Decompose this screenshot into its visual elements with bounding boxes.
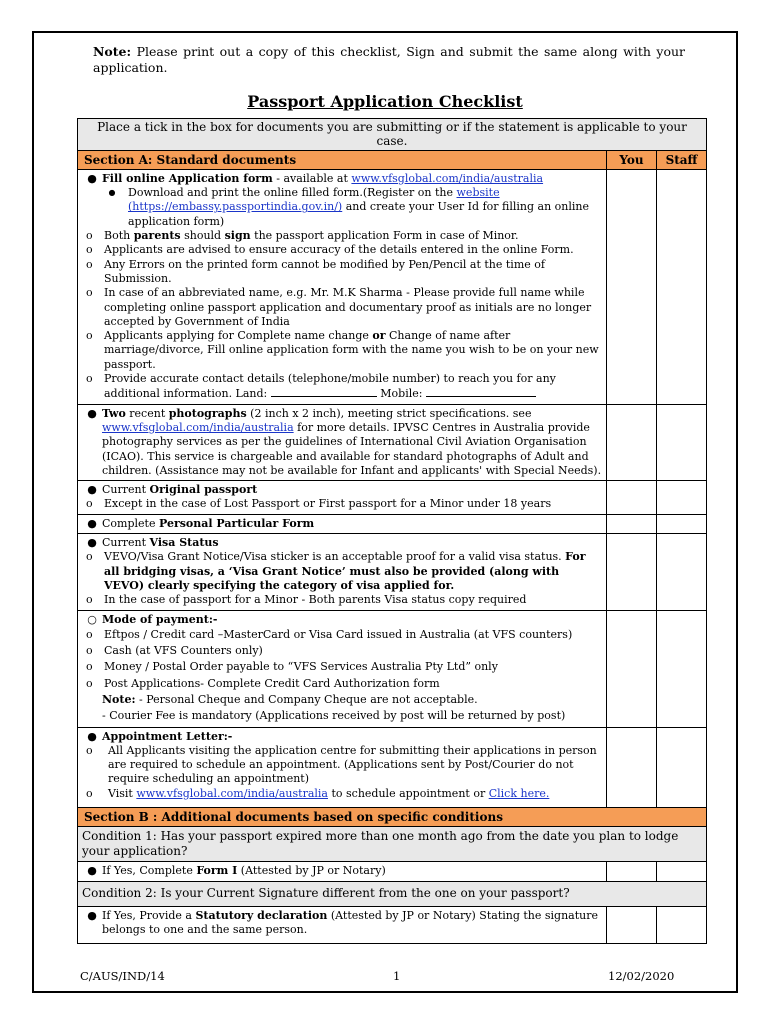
photo-t2: (2 inch x 2 inch), meeting strict specifications. see bbox=[246, 406, 532, 420]
condition-1-text: Condition 1: Has your passport expired more than one month ago from the date you plan to lodge your application? bbox=[78, 827, 707, 862]
pay-post: Post Applications- Complete Credit Card Authorization form bbox=[104, 676, 440, 690]
section-a-title: Section A: Standard documents bbox=[78, 150, 607, 169]
col-staff-header: Staff bbox=[656, 150, 706, 169]
table-row bbox=[78, 610, 707, 727]
download-text: Download and print the online filled form.(Register on the bbox=[128, 186, 457, 200]
name-change-c: Change of name after marriage/divorce, Fill online application form with the name you wish to be on your new passport. bbox=[104, 329, 599, 371]
row-form-i bbox=[78, 862, 607, 881]
online-form-label: Fill online Application form bbox=[102, 171, 273, 185]
pay-money-order: Money / Postal Order payable to “VFS Services Australia Pty Ltd” only bbox=[104, 660, 498, 674]
bullet-icon: ● bbox=[87, 516, 97, 530]
vevo-text: VEVO/Visa Grant Notice/Visa sticker is an acceptable proof for a valid visa status. bbox=[104, 550, 566, 564]
name-change-or: or bbox=[372, 329, 386, 343]
passport-bold: Original passport bbox=[149, 483, 258, 497]
table-row bbox=[78, 404, 707, 480]
o-bullet-icon: o bbox=[86, 660, 93, 674]
pay-cash: Cash (at VFS Counters only) bbox=[104, 644, 263, 658]
parents-text-a: Both bbox=[104, 229, 134, 243]
you-checkbox[interactable] bbox=[606, 481, 656, 515]
parents-text-c: should bbox=[180, 229, 225, 243]
row-visa-status bbox=[78, 534, 607, 610]
o-bullet-icon: o bbox=[86, 786, 93, 800]
bullet-icon: ● bbox=[87, 536, 97, 550]
row-appointment bbox=[78, 727, 607, 807]
schedule-text: to schedule appointment or bbox=[328, 786, 489, 800]
passport-except: Except in the case of Lost Passport or First passport for a Minor under 18 years bbox=[104, 497, 552, 511]
photo-t3: for more details. IPVSC Centres in Australia provide photography services as per the guidelines of International Civil Aviation Organisation (ICAO). This service is chargeable and available for standard photographs of Adult and children. (Assistance may not be available for Infant and applicants' with Special Needs). bbox=[102, 420, 602, 477]
name-change-a: Applicants applying for Complete name change bbox=[104, 329, 373, 343]
appointment-bold: Appointment Letter:- bbox=[102, 729, 233, 743]
staff-checkbox[interactable] bbox=[656, 727, 706, 807]
staff-checkbox[interactable] bbox=[656, 610, 706, 727]
you-checkbox[interactable] bbox=[606, 404, 656, 480]
table-row bbox=[78, 534, 707, 610]
o-bullet-icon: o bbox=[86, 329, 93, 343]
payment-note bbox=[82, 692, 602, 708]
note bbox=[93, 44, 685, 76]
bullet-icon: ● bbox=[108, 188, 116, 198]
section-b-title: Section B : Additional documents based on specific conditions bbox=[78, 808, 707, 827]
instruction-text: Place a tick in the box for documents you are submitting or if the statement is applicable to your case. bbox=[78, 119, 707, 151]
photo-vfs-link[interactable]: www.vfsglobal.com/india/australia bbox=[102, 420, 294, 434]
condition-2-text: Condition 2: Is your Current Signature different from the one on your passport? bbox=[78, 881, 707, 906]
contact-text: Provide accurate contact details (telephone/mobile number) to reach you for any additional information. Land: bbox=[104, 372, 556, 401]
condition-2-row bbox=[78, 881, 707, 906]
bullet-icon: ● bbox=[87, 406, 97, 420]
o-bullet-icon: o bbox=[86, 243, 93, 257]
payment-bold: Mode of payment:- bbox=[102, 612, 218, 626]
stat-c: (Attested by JP or Notary) Stating the signature belongs to one and the same person. bbox=[102, 908, 599, 936]
form-i-c: (Attested by JP or Notary) bbox=[237, 864, 386, 878]
o-bullet-icon: o bbox=[86, 257, 93, 271]
sign-bold: sign bbox=[224, 229, 251, 243]
row-online-form bbox=[78, 169, 607, 404]
condition-1-row bbox=[78, 827, 707, 862]
table-row bbox=[78, 169, 707, 404]
ppf-bold: Personal Particular Form bbox=[158, 516, 315, 530]
instruction-row bbox=[78, 119, 707, 151]
website-link[interactable]: website bbox=[456, 186, 500, 200]
you-checkbox[interactable] bbox=[606, 169, 656, 404]
you-checkbox[interactable] bbox=[606, 610, 656, 727]
visit-text: Visit bbox=[108, 786, 137, 800]
page-title: Passport Application Checklist bbox=[247, 92, 523, 111]
bridging-bold: For all bridging visas, a ‘Visa Grant Notice’ must also be provided (along with VEVO) clearly specifying the category of visa applied for. bbox=[104, 550, 586, 592]
staff-checkbox[interactable] bbox=[656, 481, 706, 515]
table-row bbox=[78, 514, 707, 533]
vfs-link[interactable]: www.vfsglobal.com/india/australia bbox=[351, 171, 544, 185]
parents-bold: parents bbox=[133, 229, 181, 243]
checklist-table bbox=[77, 118, 707, 944]
click-here-link[interactable]: Click here. bbox=[488, 786, 550, 800]
footer-code: C/AUS/IND/14 bbox=[80, 969, 165, 983]
section-b-header bbox=[78, 808, 707, 827]
note-text: Please print out a copy of this checklist, Sign and submit the same along with your application. bbox=[93, 44, 685, 75]
mobile-label: Mobile: bbox=[376, 387, 426, 401]
passport-t1: Current bbox=[102, 483, 150, 497]
row-photographs bbox=[78, 404, 607, 480]
appointment-vfs-link[interactable]: www.vfsglobal.com/india/australia bbox=[136, 786, 328, 800]
form-i-a: If Yes, Complete bbox=[102, 864, 197, 878]
bullet-icon: ● bbox=[87, 483, 97, 497]
courier-note: - Courier Fee is mandatory (Applications received by post will be returned by post) bbox=[102, 709, 566, 723]
pay-eftpos: Eftpos / Credit card –MasterCard or Visa Card issued in Australia (at VFS counters) bbox=[104, 627, 573, 641]
table-row bbox=[78, 727, 707, 807]
photo-bold: photographs bbox=[168, 406, 247, 420]
footer-date: 12/02/2020 bbox=[608, 969, 675, 983]
parents-text-d: the passport application Form in case of Minor. bbox=[250, 229, 519, 243]
staff-checkbox[interactable] bbox=[656, 534, 706, 610]
footer-page: 1 bbox=[393, 969, 401, 983]
table-row bbox=[78, 481, 707, 515]
mobile-field[interactable] bbox=[426, 386, 536, 397]
photo-two: Two bbox=[102, 406, 126, 420]
visa-bold: Visa Status bbox=[149, 536, 219, 550]
online-form-text: - available at bbox=[272, 171, 352, 185]
you-checkbox[interactable] bbox=[606, 534, 656, 610]
o-bullet-icon: o bbox=[86, 644, 93, 658]
accuracy-text: Applicants are advised to ensure accuracy of the details entered in the online Form. bbox=[104, 243, 574, 257]
you-checkbox[interactable] bbox=[606, 906, 656, 944]
minor-visa-text: In the case of passport for a Minor - Both parents Visa status copy required bbox=[104, 593, 527, 607]
o-bullet-icon: o bbox=[86, 372, 93, 386]
visa-t1: Current bbox=[102, 536, 150, 550]
col-you-header: You bbox=[606, 150, 656, 169]
staff-checkbox[interactable] bbox=[656, 169, 706, 404]
o-bullet-icon: o bbox=[86, 497, 93, 511]
payment-note-label: Note: bbox=[102, 692, 136, 706]
o-bullet-icon: o bbox=[86, 593, 93, 607]
o-bullet-icon: o bbox=[86, 627, 93, 641]
row-payment bbox=[78, 610, 607, 727]
row-statutory bbox=[78, 906, 607, 944]
bullet-icon: ● bbox=[87, 729, 97, 743]
form-i-bold: Form I bbox=[196, 864, 238, 878]
abbrev-text: In case of an abbreviated name, e.g. Mr. M.K Sharma - Please provide full name while completing online passport application and documentary proof as initials are no longer accepted by Government of India bbox=[104, 286, 592, 328]
staff-checkbox[interactable] bbox=[656, 862, 706, 881]
table-row bbox=[78, 906, 707, 944]
open-bullet-icon: ○ bbox=[87, 612, 97, 626]
ppf-t1: Complete bbox=[102, 516, 159, 530]
bullet-icon: ● bbox=[87, 171, 97, 185]
o-bullet-icon: o bbox=[86, 286, 93, 300]
staff-checkbox[interactable] bbox=[656, 514, 706, 533]
staff-checkbox[interactable] bbox=[656, 906, 706, 944]
row-personal-form bbox=[78, 514, 607, 533]
staff-checkbox[interactable] bbox=[656, 404, 706, 480]
table-row bbox=[78, 862, 707, 881]
note-label: Note: bbox=[93, 44, 132, 59]
row-original-passport bbox=[78, 481, 607, 515]
section-a-header bbox=[78, 150, 707, 169]
errors-text: Any Errors on the printed form cannot be modified by Pen/Pencil at the time of Submission. bbox=[104, 257, 545, 285]
bullet-icon: ● bbox=[87, 908, 97, 922]
stat-bold: Statutory declaration bbox=[195, 908, 328, 922]
o-bullet-icon: o bbox=[86, 743, 93, 757]
you-checkbox[interactable] bbox=[606, 862, 656, 881]
appointment-all: All Applicants visiting the application centre for submitting their applications in person are required to schedule an appointment. (Applications sent by Post/Courier do not require scheduling an appointment) bbox=[108, 743, 597, 786]
download-text-end: and create your User Id for filling an online application form) bbox=[128, 200, 590, 228]
o-bullet-icon: o bbox=[86, 229, 93, 243]
stat-a: If Yes, Provide a bbox=[102, 908, 196, 922]
you-checkbox[interactable] bbox=[606, 514, 656, 533]
landline-field[interactable] bbox=[271, 386, 377, 397]
bullet-icon: ● bbox=[87, 864, 97, 878]
o-bullet-icon: o bbox=[86, 676, 93, 690]
payment-note-text: - Personal Cheque and Company Cheque are not acceptable. bbox=[135, 692, 478, 706]
embassy-link[interactable]: (https://embassy.passportindia.gov.in/) bbox=[128, 200, 343, 214]
o-bullet-icon: o bbox=[86, 550, 93, 564]
photo-t1: recent bbox=[125, 406, 169, 420]
you-checkbox[interactable] bbox=[606, 727, 656, 807]
